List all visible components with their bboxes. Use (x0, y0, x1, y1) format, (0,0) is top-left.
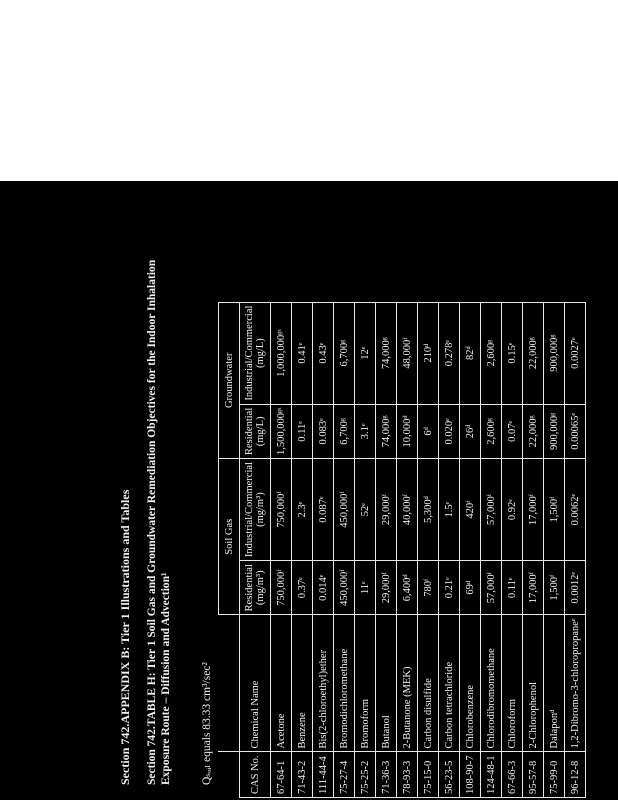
chemical-name-cell: Chlorobenzene (460, 615, 481, 752)
table-row (439, 302, 460, 797)
sg-residential-cell: 0.0012ᵉ (565, 561, 586, 615)
cas-number-cell: 71-43-2 (292, 752, 313, 798)
sg-industrial-cell: 1.5ᵉ (439, 459, 460, 561)
gw-industrial-cell: 900,000ᵍ (544, 302, 565, 404)
gw-industrial-cell: 82ᵈ (460, 302, 481, 404)
chemical-name-cell: 2-Chlorophenol (523, 615, 544, 752)
sg-residential-cell: 1,500ᶠ (544, 561, 565, 615)
chemical-name-cell: Dalaponᵈ (544, 615, 565, 752)
sg-residential-cell: 57,000ᶠ (481, 561, 502, 615)
sg-residential-cell: 6,400ᵈ (397, 561, 418, 615)
sg-residential-cell: 750,000ᶠ (271, 561, 292, 615)
soil-gas-group-header: Soil Gas (219, 459, 240, 615)
cas-number-cell: 67-64-1 (271, 752, 292, 798)
qsoil-note: Qₛₒᵢₗ equals 83.33 cm³/sec² (201, 662, 213, 785)
chemical-name-cell: Butanol (376, 615, 397, 752)
group-header-row (219, 302, 240, 797)
table-row (523, 302, 544, 797)
blank-header-cell (219, 752, 240, 798)
cas-number-cell: 71-36-3 (376, 752, 397, 798)
sg-industrial-cell: 40,000ᶠ (397, 459, 418, 561)
cas-number-cell: 96-12-8 (565, 752, 586, 798)
table-row (460, 302, 481, 797)
gw-industrial-cell: 12ᵉ (355, 302, 376, 404)
gw-residential-cell: 0.020ᵉ (439, 404, 460, 458)
rotated-page (0, 181, 618, 800)
sg-industrial-cell: 0.92ᵉ (502, 459, 523, 561)
table-row (334, 302, 355, 797)
scanned-document-area (0, 181, 618, 800)
cas-number-cell: 56-23-5 (439, 752, 460, 798)
sg-residential-cell: 450,000ᶠ (334, 561, 355, 615)
cas-number-cell: 108-90-7 (460, 752, 481, 798)
cas-number-cell: 95-57-8 (523, 752, 544, 798)
table-row (355, 302, 376, 797)
table-row (481, 302, 502, 797)
chemical-name-cell: Acetone (271, 615, 292, 752)
sg-industrial-cell: 750,000ᶠ (271, 459, 292, 561)
sg-industrial-header: Industrial/Commercial (mg/m³) (240, 459, 271, 561)
table-row (418, 302, 439, 797)
table-row (292, 302, 313, 797)
sg-residential-cell: 69ᵈ (460, 561, 481, 615)
chemical-name-cell: 2-Butanone (MEK) (397, 615, 418, 752)
table-title-line2: Exposure Route – Diffusion and Advection¹ (160, 572, 172, 785)
gw-residential-cell: 0.00065ᵉ (565, 404, 586, 458)
gw-industrial-cell: 210ᵈ (418, 302, 439, 404)
table-body (271, 302, 586, 797)
chemical-name-cell: Chlorodibromomethane (481, 615, 502, 752)
gw-industrial-cell: 0.15ᵉ (502, 302, 523, 404)
gw-residential-cell: 74,000ᵍ (376, 404, 397, 458)
gw-residential-cell: 26ᵈ (460, 404, 481, 458)
gw-industrial-header: Industrial/Commercial (mg/L) (240, 302, 271, 404)
gw-residential-cell: 0.083ᵉ (313, 404, 334, 458)
sg-residential-cell: 0.37ᵉ (292, 561, 313, 615)
table-row (565, 302, 586, 797)
cas-number-cell: 75-25-2 (355, 752, 376, 798)
sg-industrial-cell: 5,300ᵈ (418, 459, 439, 561)
gw-residential-cell: 3.1ᵉ (355, 404, 376, 458)
gw-industrial-cell: 22,000ᵍ (523, 302, 544, 404)
cas-number-cell: 78-93-3 (397, 752, 418, 798)
cas-number-cell: 75-27-4 (334, 752, 355, 798)
chemical-name-cell: Bis(2-chloroethyl)ether (313, 615, 334, 752)
chemical-name-cell: 1,2-Dibromo-3-chloropropaneᵉ (565, 615, 586, 752)
gw-industrial-cell: 74,000ᵍ (376, 302, 397, 404)
table-row (397, 302, 418, 797)
sg-residential-cell: 17,000ᶠ (523, 561, 544, 615)
gw-industrial-cell: 0.43ᵉ (313, 302, 334, 404)
sg-industrial-cell: 0.0062ᵉ (565, 459, 586, 561)
sg-residential-cell: 11ᵉ (355, 561, 376, 615)
sg-industrial-cell: 52ᵉ (355, 459, 376, 561)
table-row (376, 302, 397, 797)
gw-residential-cell: 0.11ᵉ (292, 404, 313, 458)
chemical-name-cell: Benzene (292, 615, 313, 752)
gw-residential-cell: 1,500,000ᵍˢ (271, 404, 292, 458)
table-row (544, 302, 565, 797)
gw-industrial-cell: 6,700ᵍ (334, 302, 355, 404)
gw-industrial-cell: 0.278ᵉ (439, 302, 460, 404)
table-row (271, 302, 292, 797)
sg-industrial-cell: 57,000ᶠ (481, 459, 502, 561)
gw-industrial-cell: 1,000,000ᵍˢ (271, 302, 292, 404)
cas-column-header: CAS No. (240, 752, 271, 798)
table-title-line1: Section 742.TABLE H: Tier 1 Soil Gas and Groundwater Remediation Objectives for the Indoor Inhalation (146, 259, 158, 785)
gw-industrial-cell: 48,000ᶠ (397, 302, 418, 404)
gw-residential-cell: 10,000ᵈ (397, 404, 418, 458)
table-row (313, 302, 334, 797)
chemical-name-cell: Carbon disulfide (418, 615, 439, 752)
cas-number-cell: 75-99-0 (544, 752, 565, 798)
gw-industrial-cell: 2,600ᵍ (481, 302, 502, 404)
gw-residential-cell: 22,000ᵍ (523, 404, 544, 458)
gw-residential-cell: 0.07ᵉ (502, 404, 523, 458)
section-title: Section 742.APPENDIX B: Tier 1 Illustrations and Tables (118, 489, 132, 785)
gw-industrial-cell: 0.0027ᵉ (565, 302, 586, 404)
sg-residential-cell: 0.11ᵉ (502, 561, 523, 615)
groundwater-group-header: Groundwater (219, 302, 240, 458)
cas-number-cell: 124-48-1 (481, 752, 502, 798)
sg-industrial-cell: 450,000ᶠ (334, 459, 355, 561)
sg-industrial-cell: 0.087ᵉ (313, 459, 334, 561)
gw-residential-cell: 2,600ᵍ (481, 404, 502, 458)
gw-residential-cell: 6ᵈ (418, 404, 439, 458)
chemical-name-cell: Bromoform (355, 615, 376, 752)
chemical-column-header: Chemical Name (240, 615, 271, 752)
chemical-name-cell: Bromodichloromethane (334, 615, 355, 752)
sg-residential-cell: 780ᶠ (418, 561, 439, 615)
sg-industrial-cell: 420ᶠ (460, 459, 481, 561)
cas-number-cell: 111-44-4 (313, 752, 334, 798)
table-row (502, 302, 523, 797)
sg-industrial-cell: 1,500ᶠ (544, 459, 565, 561)
sg-residential-cell: 0.014ᵉ (313, 561, 334, 615)
chemical-name-cell: Carbon tetrachloride (439, 615, 460, 752)
gw-residential-cell: 6,700ᵍ (334, 404, 355, 458)
chemical-name-cell: Chloroform (502, 615, 523, 752)
remediation-objectives-table (218, 302, 586, 798)
sg-industrial-cell: 17,000ᶠ (523, 459, 544, 561)
sg-industrial-cell: 2.3ᵉ (292, 459, 313, 561)
sg-residential-cell: 29,000ᶠ (376, 561, 397, 615)
sg-residential-cell: 0.21ᵉ (439, 561, 460, 615)
sg-industrial-cell: 29,000ᶠ (376, 459, 397, 561)
gw-residential-header: Residential (mg/L) (240, 404, 271, 458)
blank-header-cell (219, 615, 240, 752)
cas-number-cell: 75-15-0 (418, 752, 439, 798)
gw-residential-cell: 900,000ᵍ (544, 404, 565, 458)
sg-residential-header: Residential (mg/m³) (240, 561, 271, 615)
gw-industrial-cell: 0.41ᵉ (292, 302, 313, 404)
column-header-row (240, 302, 271, 797)
cas-number-cell: 67-66-3 (502, 752, 523, 798)
